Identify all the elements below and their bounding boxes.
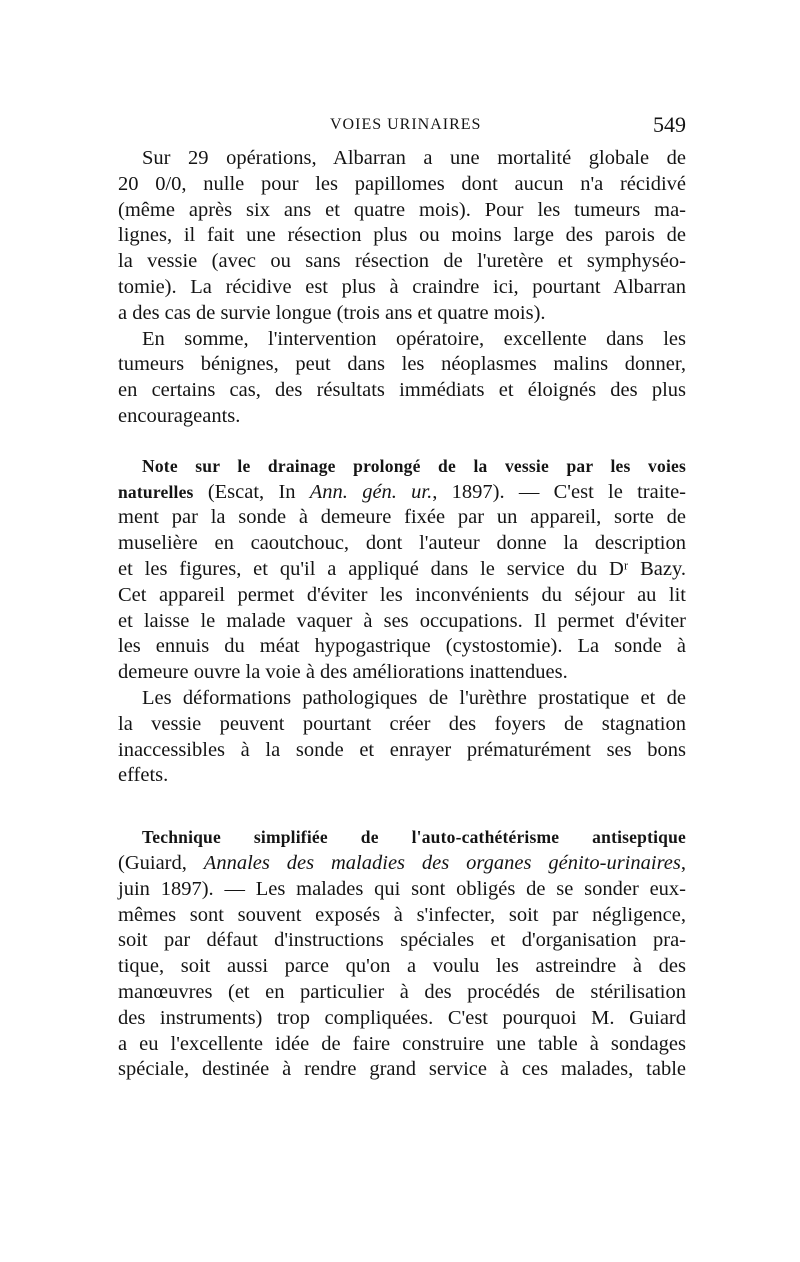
text-line: mêmes sont souvent exposés à s'infecter, soit par négligence, <box>118 903 686 926</box>
text-line: 20 0/0, nulle pour les papillomes dont aucun n'a récidivé <box>118 172 686 195</box>
text-line <box>118 480 686 506</box>
text-line: Cet appareil permet d'éviter les inconvénients du séjour au lit <box>118 583 686 606</box>
page-number: 549 <box>653 112 686 137</box>
section-title <box>118 825 686 851</box>
section-title-end: naturelles <box>118 481 194 502</box>
text-line <box>118 851 686 877</box>
text-line: a des cas de survie longue (trois ans et quatre mois). <box>118 301 546 324</box>
text-line: et laisse le malade vaquer à ses occupations. Il permet d'éviter <box>118 609 686 632</box>
text-line: la vessie (avec ou sans résection de l'uretère et symphyséo- <box>118 250 686 273</box>
text-line: ment par la sonde à demeure fixée par un appareil, sorte de <box>118 506 686 529</box>
text-line: spéciale, destinée à rendre grand service à ces malades, table <box>118 1058 686 1081</box>
paragraph-mortality <box>118 146 686 327</box>
text-line: manœuvres (et en particulier à des procédés de stérilisation <box>118 980 686 1003</box>
text-line: muselière en caoutchouc, dont l'auteur donne la description <box>118 532 686 555</box>
citation-text: (Guiard, <box>118 851 204 874</box>
paragraph-conclusion <box>118 327 686 430</box>
text-line: En somme, l'intervention opératoire, excellente dans les <box>142 327 686 350</box>
text-line: les ennuis du méat hypogastrique (cystostomie). La sonde à <box>118 635 686 658</box>
text-line: tumeurs bénignes, peut dans les néoplasmes malins donner, <box>118 353 686 376</box>
section-title-text: Note sur le drainage prolongé de la vessie par les voies <box>142 455 686 476</box>
text-line: tique, soit aussi parce qu'on a voulu les astreindre à des <box>118 955 686 978</box>
journal-title: Annales des maladies des organes génito-urinaires <box>203 851 681 874</box>
journal-title: Ann. gén. ur. <box>309 480 433 503</box>
text-line: des instruments) trop compliquées. C'est pourquoi M. Guiard <box>118 1006 686 1029</box>
text-line: tomie). La récidive est plus à craindre ici, pourtant Albarran <box>118 275 686 298</box>
text-line: soit par défaut d'instructions spéciales et d'organisation pra- <box>118 929 686 952</box>
text-line: demeure ouvre la voie à des améliorations inattendues. <box>118 661 568 684</box>
text-line: en certains cas, des résultats immédiats et éloignés des plus <box>118 379 686 402</box>
text-line: Les déformations pathologiques de l'urèthre prostatique et de <box>142 686 686 709</box>
running-title: VOIES URINAIRES <box>330 116 482 133</box>
text-line: inaccessibles à la sonde et enrayer prématurément ses bons <box>118 738 686 761</box>
text-line: effets. <box>118 764 169 787</box>
text-line: a eu l'excellente idée de faire construire une table à sondages <box>118 1032 686 1055</box>
text-line: encourageants. <box>118 404 241 427</box>
text-line: la vessie peuvent pourtant créer des foyers de stagnation <box>118 712 686 735</box>
text-line: Sur 29 opérations, Albarran a une mortalité globale de <box>142 147 686 169</box>
section-drainage <box>118 454 686 789</box>
text-line: (même après six ans et quatre mois). Pour les tumeurs ma- <box>118 198 686 221</box>
page-body <box>118 146 686 1083</box>
section-title <box>118 454 686 480</box>
section-title-text: Technique simplifiée de l'auto-cathétérisme antiseptique <box>142 827 686 848</box>
citation-text: , <box>680 851 686 874</box>
citation-text: (Escat, In <box>193 480 310 503</box>
page-header <box>118 112 686 142</box>
section-catheterism <box>118 825 686 1083</box>
text-line: lignes, il fait une résection plus ou moins large des parois de <box>118 224 686 247</box>
citation-text: , 1897). — C'est le traite- <box>432 480 687 503</box>
text-line: et les figures, et qu'il a appliqué dans le service du Dʳ Bazy. <box>118 557 686 580</box>
text-line: juin 1897). — Les malades qui sont obligés de se sonder eux- <box>118 877 686 900</box>
